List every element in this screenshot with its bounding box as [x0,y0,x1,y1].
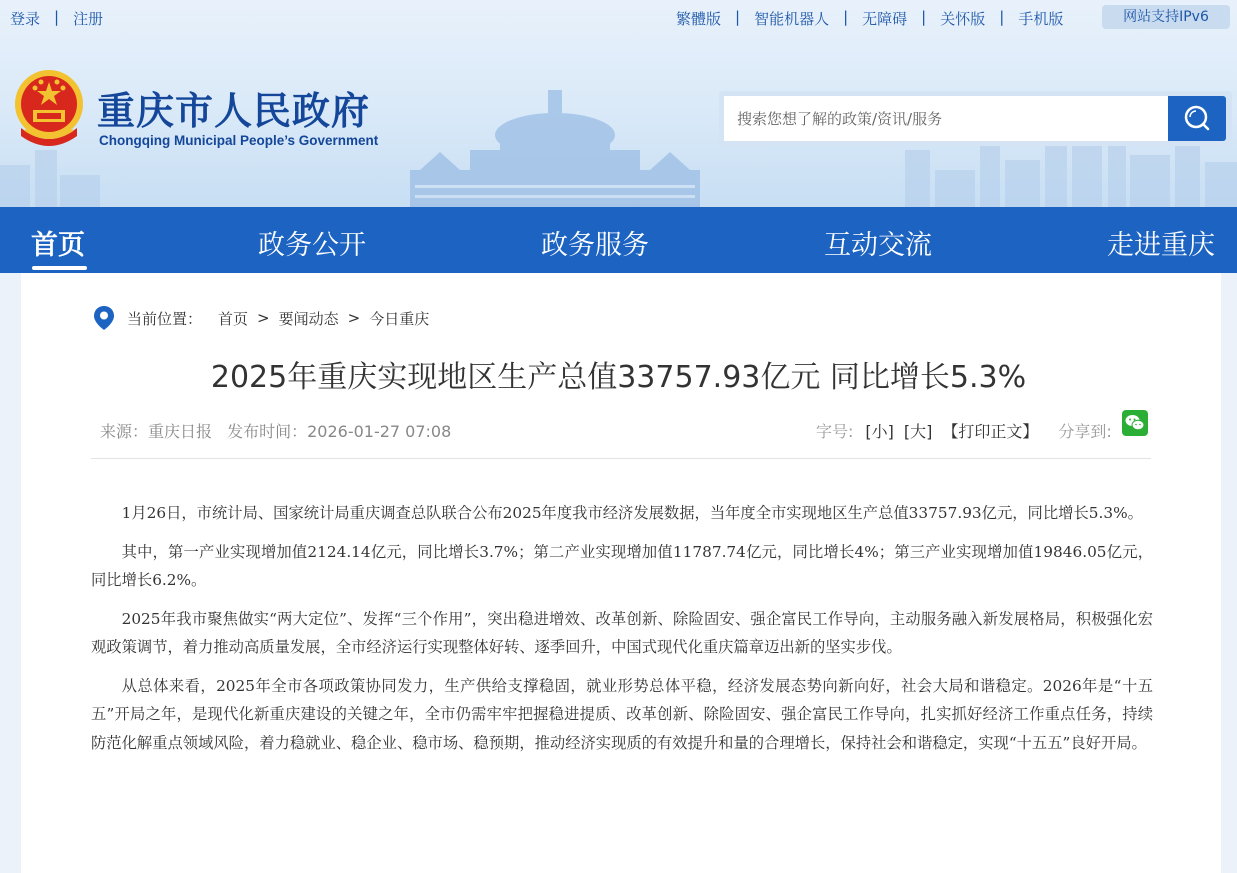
meta-divider [91,458,1151,459]
article-paragraph: 1月26日，市统计局、国家统计局重庆调查总队联合公布2025年度我市经济发展数据，当年度全市实现地区生产总值33757.93亿元，同比增长5.3%。 [121,504,1143,522]
location-pin-icon [93,305,115,331]
breadcrumb-home[interactable]: 首页 [218,309,249,328]
font-large-button[interactable]: [大] [903,422,933,441]
separator: | [54,8,60,26]
article-paragraph: 其中，第一产业实现增加值2124.14亿元，同比增长3.7%；第二产业实现增加值11787.74亿元，同比增长4%；第三产业实现增加值19846.05亿元，同比增长6.2%。 [91,542,1153,589]
font-size-label: 字号: [816,422,854,441]
nav-government-services[interactable]: 政务服务 [541,230,649,261]
login-link[interactable]: 登录 [10,10,41,28]
register-link[interactable]: 注册 [73,10,104,28]
article-paragraph: 从总体来看，2025年全市各项政策协同发力，生产供给支撑稳固，就业形势总体平稳，经济发展态势向新向好，社会大局和谐稳定。2026年是“十五五”开局之年，是现代化新重庆建设的关键之年，全市仍需牢牢把握稳进提质、改革创新、除险固安、强企富民工作导向，扎实抓好经济工作重点任务，持续防范化解重点领域风险，着力稳就业、稳企业、稳市场、稳预期，推动经济实现质的有效提升和量的合理增长，保持社会和谐稳定，实现“十五五”良好开局。 [91,676,1153,752]
font-small-button[interactable]: [小] [865,422,894,441]
breadcrumb-today-chongqing[interactable]: 今日重庆 [369,309,430,328]
search-box [719,91,1232,146]
article-body [91,499,1153,767]
search-button[interactable] [1168,96,1226,141]
site-subtitle: Chongqing Municipal People’s Government [99,133,379,148]
search-icon [1168,96,1226,141]
breadcrumb-separator: > [347,309,361,327]
care-mode-link[interactable]: 关怀版 [940,10,986,28]
breadcrumb-label: 当前位置： [127,309,203,328]
nav-government-affairs[interactable]: 政务公开 [258,230,366,261]
active-nav-indicator [32,266,87,270]
article-publish-time: 发布时间：2026-01-27 07:08 [227,422,452,441]
print-button[interactable]: 【打印正文】 [942,422,1039,441]
ipv6-badge: 网站支持IPv6 [1102,5,1230,29]
breadcrumb-separator: > [257,309,270,327]
accessibility-link[interactable]: 无障碍 [862,10,908,28]
nav-home[interactable]: 首页 [31,230,85,261]
nav-interaction[interactable]: 互动交流 [824,230,932,261]
breadcrumb-news[interactable]: 要闻动态 [278,309,339,328]
main-nav [0,207,1237,273]
header-banner [0,0,1237,207]
separator: | [921,8,927,26]
article-meta [100,419,461,442]
separator: | [735,8,741,26]
article-paragraph: 2025年我市聚焦做实“两大定位”、发挥“三个作用”，突出稳进增效、改革创新、除险固安、强企富民工作导向，主动服务融入新发展格局，积极强化宏观政策调节，着力推动高质量发展，全市经济运行实现整体好转、逐季回升，中国式现代化重庆篇章迈出新的坚实步伐。 [91,609,1153,656]
national-emblem-icon[interactable] [11,68,87,148]
robot-link[interactable]: 智能机器人 [754,10,830,28]
article-source: 来源：重庆日报 [100,422,213,441]
site-title[interactable]: 重庆市人民政府 [97,89,371,133]
mobile-version-link[interactable]: 手机版 [1018,10,1064,28]
separator: | [999,8,1005,26]
share-label: 分享到: [1058,422,1112,441]
nav-about-chongqing[interactable]: 走进重庆 [1107,230,1215,261]
traditional-chinese-link[interactable]: 繁體版 [676,10,722,28]
article-title: 2025年重庆实现地区生产总值33757.93亿元 同比增长5.3% [210,360,1027,395]
wechat-share-icon[interactable] [1122,410,1148,436]
top-utility-bar [0,0,1237,36]
article-tools [816,419,1124,442]
search-input[interactable] [724,96,1169,141]
separator: | [843,8,849,26]
breadcrumb [93,305,429,331]
